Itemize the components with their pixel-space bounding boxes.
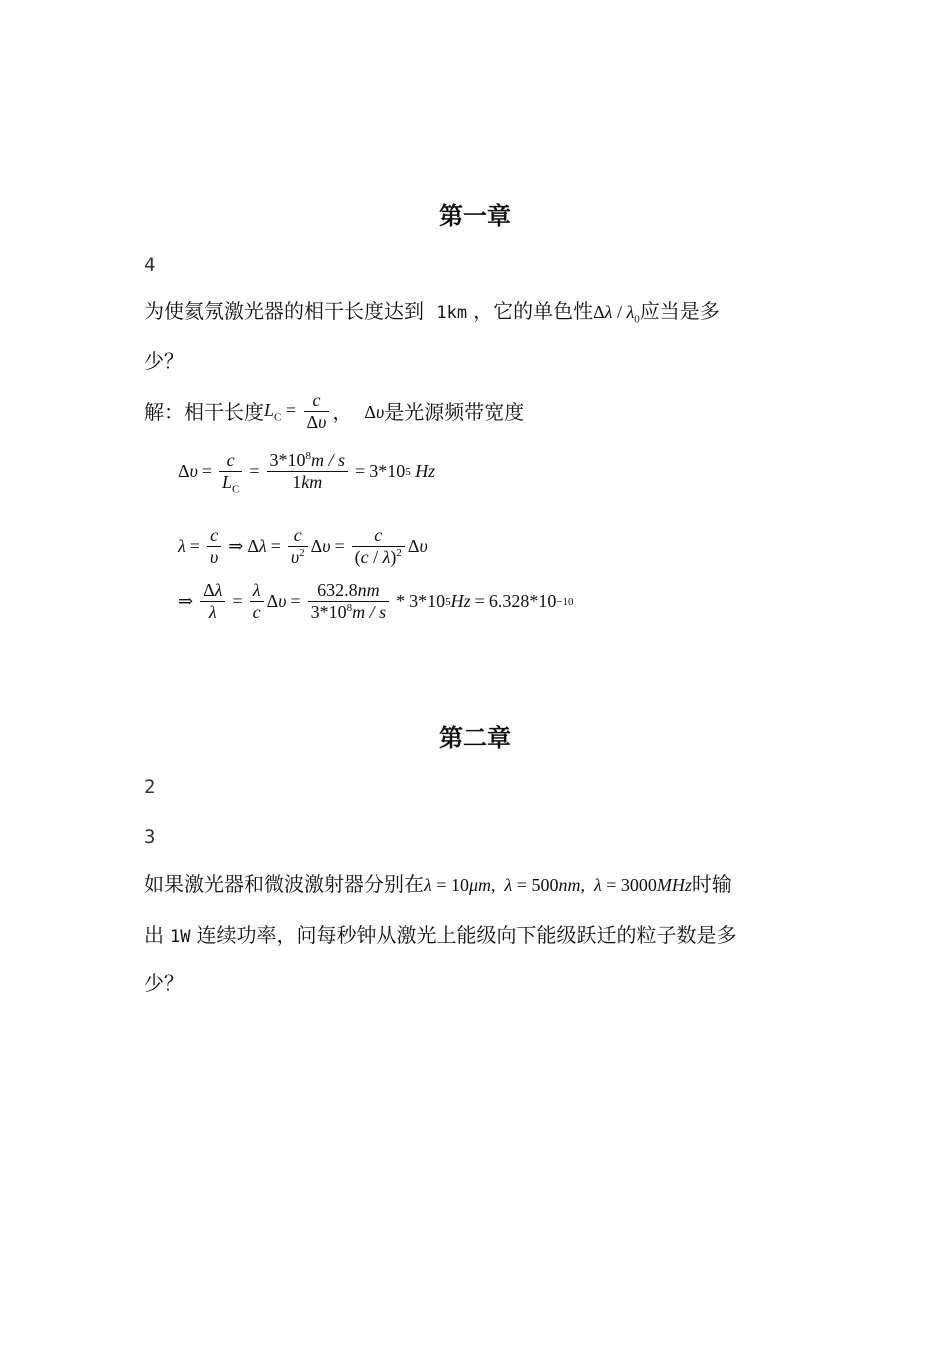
chapter2-title: 第二章	[439, 724, 511, 752]
equation-delta-nu: Δυ = $\frac{c}{L_C}$ = $\frac{3*10^8m / s}{1km}$ = 3*10 5 Hz	[178, 450, 436, 496]
equation-monochromaticity: ⇒ $\frac{\Delta\lambda}{\lambda}$ = $\frac{\lambda}{c}$ Δυ = $\frac{632.8nm}{3*10^8m / s}$ * 3*10 5 Hz = 6.328*10 −10	[178, 580, 574, 622]
question-text-b: ，它的单色性	[473, 299, 594, 323]
monochromaticity-expression: Δλ / $\lambda_0$	[593, 302, 640, 326]
chapter2-problem-number-2: 2	[144, 776, 156, 798]
wavelength-values: λ = 10μm, λ = 500nm, λ = 3000MHz	[424, 875, 692, 895]
solution-label: 解：相干长度	[144, 399, 264, 424]
chapter1-question-line1	[144, 299, 720, 326]
chapter2-problem-number-3: 3	[144, 826, 156, 848]
solution-comma: ，	[332, 399, 353, 424]
chapter2-question-line1: 如果激光器和微波激射器分别在λ = 10μm, λ = 500nm, λ = 3000MHz时输	[144, 872, 732, 896]
delta-nu-symbol: Δυ	[364, 401, 385, 422]
chapter2-question-line3: 少？	[144, 971, 184, 995]
coherence-length-formula: $L_C$ = $\frac{c}{\Delta\upsilon}$	[264, 390, 332, 433]
solution-desc: 是光源频带宽度	[384, 399, 525, 424]
question-text-c: 应当是多	[639, 299, 720, 323]
chapter1-problem-number: 4	[144, 254, 156, 276]
solution-line	[144, 390, 524, 433]
chapter1-title: 第一章	[439, 202, 511, 230]
chapter2-question-line2: 出 1W 连续功率，问每秒钟从激光上能级向下能级跃迁的粒子数是多	[144, 923, 737, 947]
chapter1-question-line2: 少？	[144, 349, 184, 373]
question-length: 1km	[436, 303, 468, 323]
question-text-a: 为使氦氖激光器的相干长度达到	[144, 299, 424, 323]
equation-delta-lambda: λ = $\frac{c}{\upsilon}$ ⇒ Δλ = $\frac{c}{\upsilon^2}$ Δυ = $\frac{c}{(c / \lambda)^2}$ Δυ	[178, 525, 428, 567]
